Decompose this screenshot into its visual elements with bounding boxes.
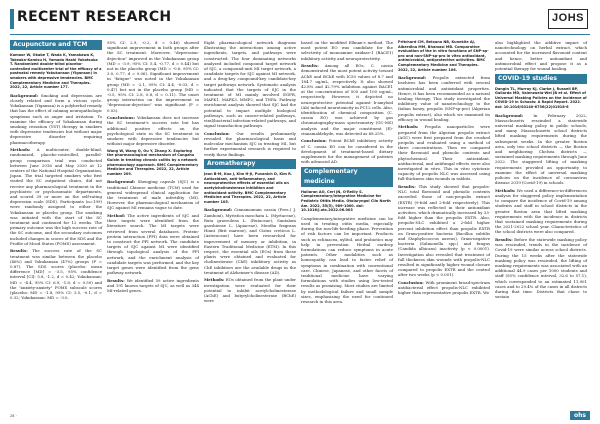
article-citation: Halloran AO, Ceri JN, O'Reilly S. Complementary/Integrative Medicine for Pediatric Otitis Media. Otolaryngol Clin North Am. 2022, 55(5), 989-1000. doi: 10.1016/j.otc.2022.06.003	[301, 189, 391, 213]
paragraph-label: Results:	[398, 184, 416, 189]
paragraph-text: Propolis extracted from beehives has been conferred with several antimicrobial and antioxidant properties. Hence, it has been recommended as a natural healing therapy. This study investigated the inhibitory value of nanotechnology to the Italian honey, propolis (SNP-sp-pro) (Algerian propolis extract), also which we examined its efficacy in wound healing.	[398, 75, 490, 122]
article-citation: Wang W, Wang Q, Ou Y, Zhang X. Exploring the pharmacological mechanism of Cangzhu Guixin in treating chronic colitis by a network pharmacology approach. BMC Complementary Medicine and Therapies. 2022, 22, Article number 209.	[107, 148, 199, 176]
abstract-paragraph	[204, 131, 296, 157]
abstract-paragraph	[301, 63, 393, 136]
paragraph-text: Among all EOs, C. cassia demonstrated the most potent activity toward AChE and BChE with IC50 values of 8.7 and 184.7 ug/mL, respectively. It also showed 42.8% and 42.79% inhibition against BACE1 at the concentration of 500 and 100 ug/mL, respectively. However, it depicted no neuroprotective potential against b-amyloid (Ab) induced neurotoxicity in PC12 cells. Also, identification of chemical composition (C. cassia EO) was achieved by gas chromatography-mass spectrometry (GC-MS) analysis and the major constituent (E)-cinnamaldehyde, was detected as 68.25%.	[301, 63, 393, 136]
abstract-paragraph	[10, 248, 102, 300]
paragraph-text: Propolis nanoparticles were prepared from the Algerian propolis extract (AGC) were first prepared from the crushed propolis and evaluated using a method of three concentrations. Then we compared their flavonoid and phenolic contents and phytochemical. Their antioxidant, antibacterial, and antifungal effects were also investigated in vitro. This in vitro cytotoxic capacity of propolis NLC was assessed using full-thickness skin wounds in rabbits.	[398, 124, 490, 182]
paragraph-text: Cinnamomum cassia (Pres.) J. Zamboni), Myristica moschata L. (Myrtaceae), Ruta graveolens L. (Rutaceae), Santalum gaoshiense L. (Apiaceae), Mentha fragrans Hiunt (Brit marene), and Cistus creticus L. (Asteraceae) have been researched for improvement of memory or inhibition, in Eastern Traditional Medicine (ETM). In this respect, the essential oils (EOs) from these plants were obtained and evaluated for cholinesterase (ChE) inhibitory activity as ChE inhibitors are the available drugs in the treatment of Alzheimer's disease (AD).	[204, 207, 296, 275]
paragraph-label: Methods:	[204, 277, 225, 283]
text-column-2	[107, 40, 199, 296]
journal-logo: JOHS	[548, 9, 588, 29]
abstract-paragraph	[204, 207, 296, 275]
abstract-paragraph	[10, 147, 102, 246]
paragraph-label: Background:	[107, 179, 136, 185]
abstract-paragraph	[107, 115, 199, 146]
paragraph-label: Methods:	[495, 187, 516, 193]
paragraph-text: Before the statewide masking policy was rescinded, trends in the incidence of Covid-19 were similar across school districts. During the 15 weeks after the statewide masking policy was rescinded, the lifting of masking requirements was associated with an additional 44.9 cases per 1000 students and staff (95% confidence interval, 32.6 to 57.1), which corresponded to an estimated 11,901 cases and to 29.4% of the cases in all districts during that time. Districts that chose to sustain	[495, 237, 587, 300]
abstract-paragraph	[398, 184, 490, 278]
paragraph-text: Potent BChE inhibitory activity of C. cassia EO can be considered in the development of treatment-based dietary supplements for the management of patients with advanced AD.	[301, 138, 393, 165]
abstract-paragraph	[495, 237, 587, 299]
abstract-paragraph	[495, 188, 587, 235]
paragraph-label: Conclusion:	[301, 138, 327, 144]
abstract-paragraph	[107, 40, 199, 113]
paragraph-label: Background:	[398, 75, 427, 81]
paragraph-label: Conclusion:	[204, 130, 230, 136]
section-title: RECENT RESEARCH	[17, 9, 172, 25]
paragraph-label: Conclusion:	[398, 280, 424, 286]
paragraph-text: A multicenter, double-blind, randomized, placebo-controlled, parallel-group comparison trial was conducted between June 2016 and May 2020 at 12 centers of the National Hospital Organization, Japan. The trial targeted smokers who first visited the SC outpatient clinics, did not receive any pharmacological treatment in the psychiatric or psychosomatic departments, and scored 39 or more on the self-rating depression scale (SDS). Participants (n=199) were randomly assigned to either the Yokukansan or placebo group. The smoking was initiated with the start of the SC treatment and continued for 12 weeks. The primary outcome was the high success rate of the SC outcome, and the secondary outcomes included changes in scores of the SDS and the Profile of Mood States (POMS) assessment.	[10, 147, 102, 246]
section-heading: Acupuncture and TCM	[10, 40, 102, 50]
text-column-4	[301, 40, 393, 307]
page-number: 28 ·	[10, 414, 17, 418]
article-citation: Pritchard CM, Belouna NB, Kuneklie AJ, Alberdina MM, Bhamasi MB. Comparative evaluation of the in vitro functions of SNP-sp-pro and non-SNP-sp-pro in vitro antioxidant, antimicrobial, antiprotective activities. BMC Complementary Medicine and Therapies. 2022, 22, Article number 106.	[398, 40, 489, 72]
paragraph-text: The active ingredients of SJC and their targets were identified from the literature search. The MI targets were retrieved from several databases. Protein-protein interaction (PPI) data were obtained to construct the PPI network. The candidate targets of SJC against MI were identified through topological analysis of the PPI network, and the enrichment analysis of candidate targets was performed, and the key target genes were identified from the gene pathway network.	[107, 213, 199, 276]
article-citation: Dangin TL, Murray KJ, Clarke J, Russell BP, Gallardo MD, Valenzuela-Wei JB et al. Effect of Universal Masking Policies on the Incidence of COVID-19 in Schools: A Rapid Report. 2022. doi: 10.1016/S0140-6736(22)01618-6	[495, 86, 587, 109]
paragraph-text: 95% CI: 2.9, -0.2, d = 0.46) showed significant improvement in both groups after the SC treatment. Moreover, "depression-dejection" improved in the Yokukansan group (MD = -3.9, 95% CI: 5.4, -0.77, d = 0.44) but not in the placebo group (MD = -0.6, 95% CI: 3.0, 0.77, d = 0.06). Significant improvement in "fatigue" was noted in the Yokukansan group (MD = -2.1, 95% CI: 4.4, -0.03, d = 0.47) but not in the placebo group (MD = -0.5, 95% CI: 2.8, 0.8, d = 0.11). The onset group interaction on the improvement in "depression-dejection" was significant (P = 0.03).	[107, 40, 199, 113]
abstract-paragraph	[204, 277, 296, 303]
paragraph-text: We identified 59 active ingredients and 191 known targets of SJC, as well as 344 MI-related genes.	[107, 277, 199, 294]
abstract-paragraph	[301, 138, 393, 164]
paragraph-text: Complementary/integrative medicine can be used in treating otitis media, especially during the non-life-heeding phase. Prevention of risk factors can be important. Products such as echinacea, xylitol, and probiotics may help in prevention. Herbal eardrop formulations can reduce symptoms in acute patients. Other modalities such as homeopathy can lead to faster relief of symptoms in combination with conventional care. Chinese, Japanese, and other facets of traditional medicine have varying formulations with studies using low-tested results as promising. Most studies are limited by methodological failure and small sample sizes, emphasizing the need for continued research in this area.	[301, 215, 393, 305]
abstract-paragraph	[301, 40, 393, 61]
paragraph-label: Background:	[10, 92, 39, 98]
abstract-paragraph	[398, 124, 490, 181]
abstract-paragraph	[107, 179, 199, 210]
abstract-paragraph	[495, 40, 587, 71]
abstract-paragraph	[107, 278, 199, 294]
paragraph-label: Background:	[495, 112, 524, 118]
abstract-paragraph	[204, 40, 296, 128]
text-column-6	[495, 40, 587, 302]
abstract-paragraph	[10, 93, 102, 145]
text-column-1	[10, 40, 102, 303]
paragraph-text: In February 2022, Massachusetts rescinded a statewide universal masking policy in public schools, and many Massachusetts school districts lifted masking requirements during the subsequent weeks. In the greater Boston area, only two school districts — the Boston and neighboring Chelsea districts — sustained masking requirements through June 2022. The staggered lifting of masking requirements provided an opportunity to examine the effect of universal masking policies on the incidence of coronavirus disease 2019 (Covid-19) in schools.	[495, 112, 587, 186]
paragraph-text: Shengjing capsule (SJC) is a traditional Chinese medicine (TCM) used for general widespread clinical application for the treatment of male infertility (MI). However, the pharmacological mechanism of SJC against MI remains vague to date.	[107, 179, 199, 211]
header-accent-bar	[10, 9, 14, 29]
article-citation: Kamoor W, Okabe T, Wada K, Yamakawa K, Takeoka-Kamisu H, Yamada Hashi Yokotsuka T. Randomized double-blind placebo-controlled multicenter trial of the efficacy of a postnatal remedy Yokukansan (Yigansan) in smokers with depressive tendencies. BMC Complementary Medicine and Therapies. 2022, 22, Article number 177.	[10, 53, 102, 90]
paragraph-label: Background:	[204, 207, 233, 213]
paragraph-label: Results:	[495, 237, 513, 243]
abstract-paragraph	[301, 216, 393, 304]
journal-mark: ohs	[570, 411, 590, 420]
section-heading: COVID-19 studies	[495, 74, 587, 84]
paragraph-text: With prominent broad-spectrum antibacterial effect propolis-NLC exhibited higher than representative propolis EXTR. We	[398, 280, 490, 296]
paragraph-text: based on the modified Ellman's method. The most potent EO was candidate for the selectivity of monoamine oxidase-1 (BACE1) inhibitory activity and neuroprotectivity.	[301, 40, 393, 61]
paragraph-text: Eight pharmacological network diagrams illustrating the interactions among active ingredients, targets, and pathways were constructed. The four dominating networks analyzed included compound target network of SJC, a compound-anti MI target network, a candidate targets for SJC against MI network, and a drug-key compound-key candidate-key target pathways network. Systematic analysis indicated that the targets of SJC in the treatment of MI mainly involved EGFR, MAPK1, MAPK3, MMP2, and TNFA. Pathway enrichment analysis showed that SJC had the potential to impact multiple biological pathways, such as cancer-related pathways, viral/bacterial infection-related pathways, and signal transduction pathways.	[204, 40, 296, 129]
abstract-paragraph	[398, 280, 490, 296]
section-heading: Aromatherapy	[204, 159, 296, 169]
paragraph-text: Yokukansan does not increase the SC treatment's success rate but has additional positive effects on the psychological state in the SC treatment in smokers with depressive tendencies but without major depressive disorder.	[107, 115, 199, 147]
article-citation: Jeon B-M, Kuo J, Kim H-Ji, Puvanich D, Kim R. Antioxidant, anti-inflammatory, and neuroprotective effects of essential oils on acetylcholinesterase inhibition and antioxidant activity. BMC Complementary Medicine and Therapies. 2022, 22, Article number 105.	[204, 172, 293, 204]
abstract-paragraph	[107, 213, 199, 275]
abstract-paragraph	[398, 75, 490, 122]
paragraph-text: We used a difference-in-differences analysis for staggered policy implementation to compare the incidence of Covid-19 among students and staff in school districts in the greater Boston area that lifted masking requirements with the incidence in districts that sustained masking requirements during the 2021-2022 school year. Characteristics of the school districts were also compared.	[495, 187, 587, 235]
paragraph-label: Results:	[301, 63, 319, 69]
paragraph-label: Method:	[107, 213, 126, 219]
paragraph-text: This study showed that propolis-NLC total flavonoid and phenolic contents exceeded those of non-propolis extract (EXTR) (9-fold and 2-fold respectively). This increase was reflected in their antioxidant activities, which dramatically increased by 33-fold higher than the propolis EXTR. Also, propolis-NLC exhibited a 2-fold higher percent inhibition effect than propolis EXTR on Gram-positive bacteria (Bacillus subtilis and Staphylococcus aureus), Gram-negative bacteria (Salmonella spp.) and fungus (Candida albicans) inactivity (p < 0.0001). Investigation also revealed that treatment of full thickness skin wounds with propolis-NLC resulted in significantly higher wound closure compared to propolis EXTR and the control after two weeks (p < 0.001).	[398, 184, 490, 278]
header-rule	[10, 34, 590, 35]
page-header	[0, 0, 600, 40]
paragraph-label: Methods:	[10, 147, 31, 153]
paragraph-label: Results:	[10, 248, 28, 254]
text-column-3	[204, 40, 296, 306]
section-heading: Complementary medicine	[301, 167, 393, 187]
paragraph-label: Results:	[107, 277, 125, 283]
paragraph-text: Smoking and depression are closely related and form a vicious cycle. Yokukansan (Yigansan) is a polyherbal remedy that has the effect of calming neuropathologic symptoms such as anger and irritation. To examine the efficacy of Yokukansan during smoking cessation (YST) therapy in smokers with depressive tendencies but without major depressive disorder requiring pharmacotherapy.	[10, 92, 102, 145]
text-column-5	[398, 40, 490, 298]
paragraph-text: EOs obtained from the plant under investigation were evaluated for their potential to inhibit acetylcholinesterase (AChE) and butyrylcholinesterase (BChE) were	[204, 277, 296, 304]
paragraph-text: Our results preliminarily revealed the pharmacological basis and molecular mechanism SJC in treating MI, but further experimental research is required to verify these findings.	[204, 130, 296, 157]
abstract-paragraph	[495, 113, 587, 186]
paragraph-text: The success rate of the SC treatment was similar between the placebo (46%) and Yokukansan (47%) groups (P = 0.87). The SDS scores (placebo: mean difference [MD] = -3.5, 95% confidence interval [CI]: 5.8, -1.2, d = 0.42; Yokukansan: MD = -4.4, 95% CI: 6.9, -1.8, d = 0.59) and the "anxiety-anxiety" POMS subscale scores (placebo: MD = -1.8, 95% CI: 3.5, -0.1, d = 0.32; Yokukansan: MD = -3.0,	[10, 248, 102, 301]
paragraph-text: also highlighted the additive impact of nanotechnology on herbal extract, which accounted for the increased flavonoid content and hence, better antioxidant and antimicrobial effect and propose it as a potential therapy for wound healing.	[495, 40, 587, 72]
paragraph-label: Methods:	[398, 124, 419, 130]
paragraph-label: Conclusions:	[107, 115, 135, 121]
